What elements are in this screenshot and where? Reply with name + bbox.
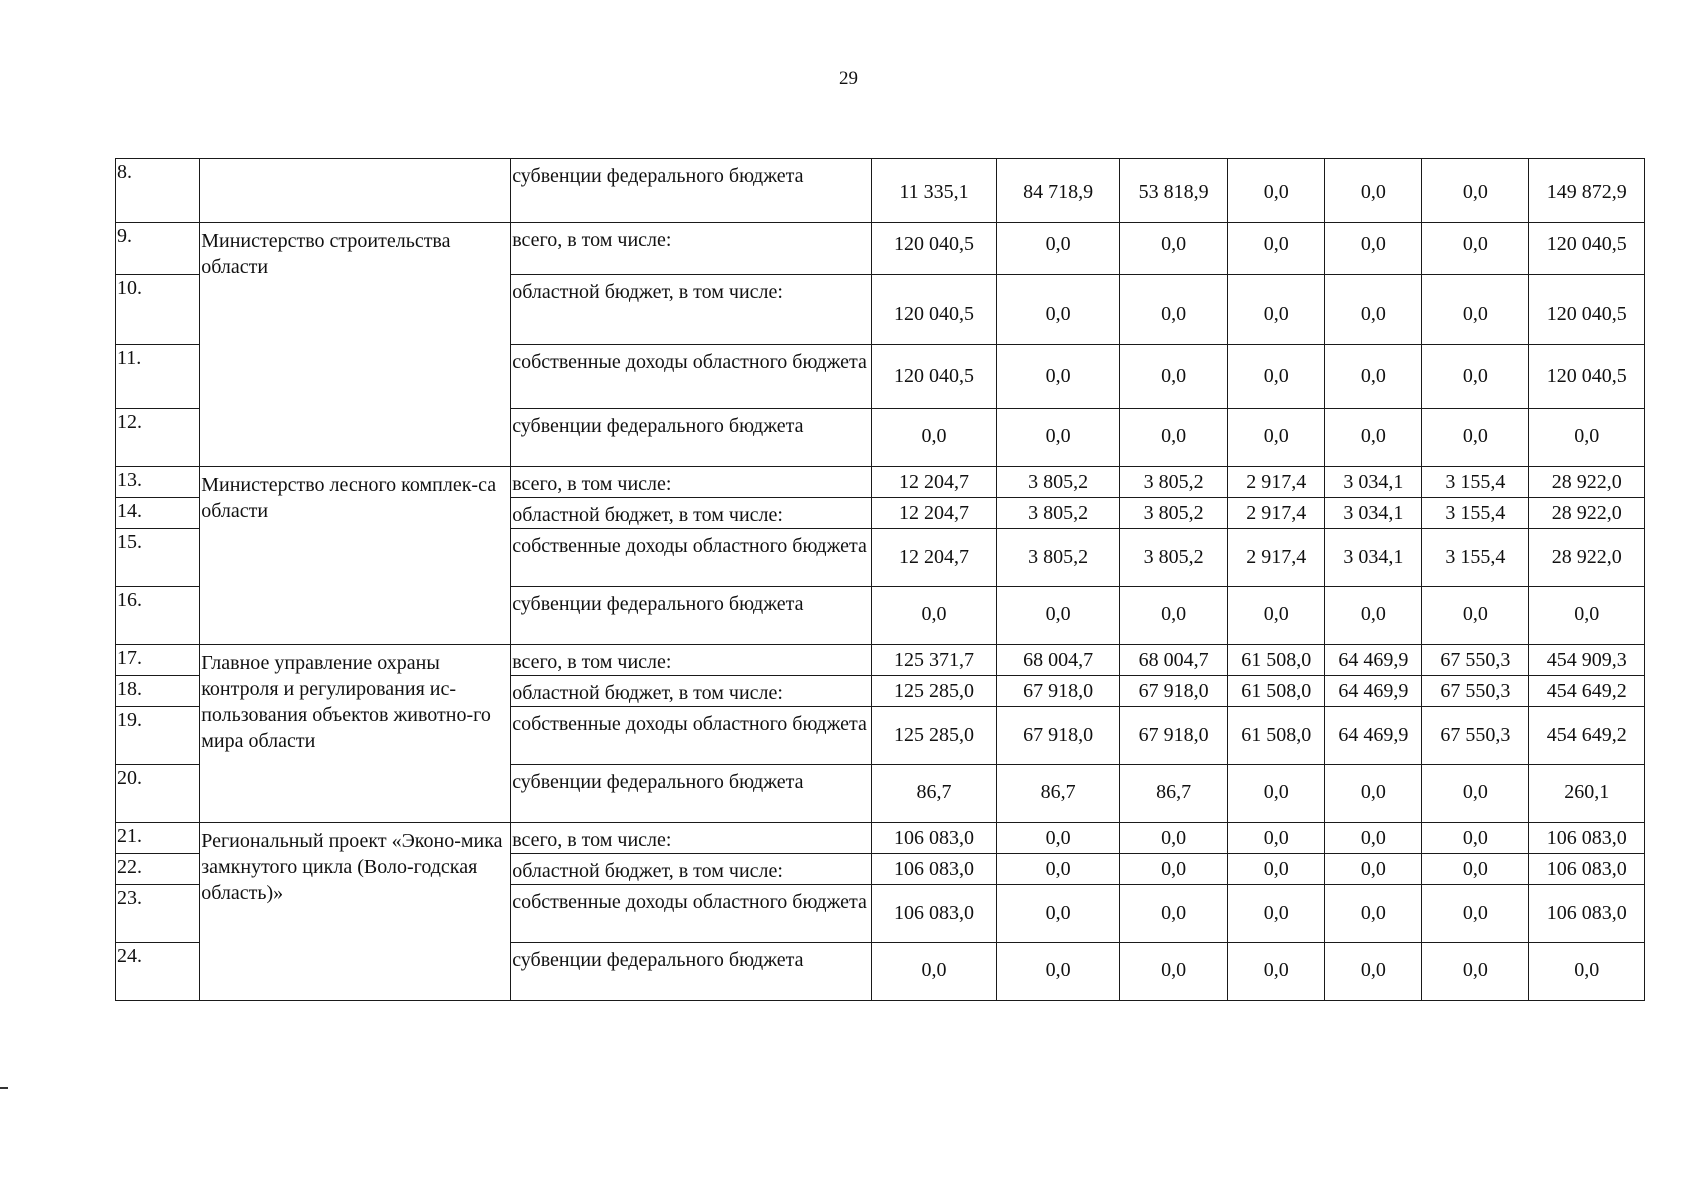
row-number: 16. [116,587,200,645]
amount-cell: 0,0 [1422,223,1529,275]
page-number: 29 [839,68,858,89]
budget-table [115,158,1645,1001]
amount-cell: 12 204,7 [871,498,996,529]
amount-cell: 0,0 [1228,223,1325,275]
amount-cell: 0,0 [1325,943,1422,1001]
funding-source: областной бюджет, в том числе: [511,676,872,707]
amount-cell: 0,0 [1228,765,1325,823]
amount-cell: 106 083,0 [1529,854,1645,885]
amount-cell: 0,0 [1120,587,1228,645]
row-number: 22. [116,854,200,885]
amount-cell: 0,0 [1325,223,1422,275]
amount-cell: 0,0 [1325,159,1422,223]
funding-source: областной бюджет, в том числе: [511,854,872,885]
amount-cell: 454 649,2 [1529,707,1645,765]
margin-mark [0,1087,8,1089]
amount-cell: 12 204,7 [871,529,996,587]
amount-cell: 0,0 [1422,409,1529,467]
table-row [116,467,1645,498]
amount-cell: 0,0 [1325,854,1422,885]
funding-source: всего, в том числе: [511,823,872,854]
amount-cell: 3 034,1 [1325,529,1422,587]
org-cell-empty [200,159,511,223]
amount-cell: 0,0 [997,345,1120,409]
amount-cell: 0,0 [1120,885,1228,943]
amount-cell: 0,0 [1529,587,1645,645]
amount-cell: 0,0 [1228,885,1325,943]
amount-cell: 0,0 [1120,943,1228,1001]
amount-cell: 120 040,5 [871,275,996,345]
amount-cell: 0,0 [1422,765,1529,823]
amount-cell: 0,0 [1422,159,1529,223]
amount-cell: 2 917,4 [1228,498,1325,529]
funding-source: областной бюджет, в том числе: [511,498,872,529]
amount-cell: 28 922,0 [1529,467,1645,498]
amount-cell: 0,0 [1228,345,1325,409]
amount-cell: 0,0 [1120,275,1228,345]
funding-source: субвенции федерального бюджета [511,409,872,467]
responsible-org: Министерство лесного комплек-са области [200,467,511,645]
amount-cell: 106 083,0 [871,885,996,943]
amount-cell: 61 508,0 [1228,676,1325,707]
amount-cell: 0,0 [1422,943,1529,1001]
funding-source: всего, в том числе: [511,467,872,498]
amount-cell: 0,0 [1228,823,1325,854]
amount-cell: 3 155,4 [1422,498,1529,529]
amount-cell: 67 918,0 [1120,676,1228,707]
amount-cell: 64 469,9 [1325,707,1422,765]
amount-cell: 0,0 [1228,159,1325,223]
amount-cell: 0,0 [1228,409,1325,467]
row-number: 18. [116,676,200,707]
amount-cell: 0,0 [1529,943,1645,1001]
amount-cell: 86,7 [871,765,996,823]
amount-cell: 0,0 [1422,823,1529,854]
amount-cell: 64 469,9 [1325,676,1422,707]
row-number: 23. [116,885,200,943]
amount-cell: 67 550,3 [1422,707,1529,765]
amount-cell: 260,1 [1529,765,1645,823]
funding-source: собственные доходы областного бюджета [511,345,872,409]
funding-source: собственные доходы областного бюджета [511,885,872,943]
amount-cell: 0,0 [997,823,1120,854]
row-number: 20. [116,765,200,823]
amount-cell: 0,0 [1325,275,1422,345]
amount-cell: 0,0 [1422,345,1529,409]
amount-cell: 0,0 [997,275,1120,345]
amount-cell: 120 040,5 [1529,223,1645,275]
amount-cell: 68 004,7 [997,645,1120,676]
amount-cell: 0,0 [1422,854,1529,885]
amount-cell: 106 083,0 [1529,823,1645,854]
row-number: 19. [116,707,200,765]
amount-cell: 3 805,2 [1120,529,1228,587]
amount-cell: 67 550,3 [1422,645,1529,676]
funding-source: всего, в том числе: [511,223,872,275]
amount-cell: 125 371,7 [871,645,996,676]
amount-cell: 106 083,0 [871,854,996,885]
amount-cell: 3 034,1 [1325,467,1422,498]
amount-cell: 53 818,9 [1120,159,1228,223]
row-number: 14. [116,498,200,529]
amount-cell: 120 040,5 [1529,345,1645,409]
amount-cell: 0,0 [997,854,1120,885]
amount-cell: 125 285,0 [871,707,996,765]
amount-cell: 3 155,4 [1422,467,1529,498]
amount-cell: 28 922,0 [1529,529,1645,587]
funding-source: субвенции федерального бюджета [511,765,872,823]
amount-cell: 67 918,0 [1120,707,1228,765]
amount-cell: 0,0 [997,587,1120,645]
responsible-org: Министерство строительства области [200,223,511,467]
responsible-org: Региональный проект «Эконо-мика замкнутого цикла (Воло-годская область)» [200,823,511,1001]
funding-source: всего, в том числе: [511,645,872,676]
amount-cell: 0,0 [871,943,996,1001]
amount-cell: 0,0 [1120,823,1228,854]
amount-cell: 61 508,0 [1228,645,1325,676]
amount-cell: 0,0 [1120,223,1228,275]
amount-cell: 0,0 [1325,587,1422,645]
amount-cell: 0,0 [871,409,996,467]
row-number: 11. [116,345,200,409]
amount-cell: 68 004,7 [1120,645,1228,676]
funding-source: областной бюджет, в том числе: [511,275,872,345]
amount-cell: 67 918,0 [997,676,1120,707]
amount-cell: 0,0 [997,943,1120,1001]
table-row [116,159,1645,223]
row-number: 13. [116,467,200,498]
amount-cell: 120 040,5 [1529,275,1645,345]
amount-cell: 11 335,1 [871,159,996,223]
amount-cell: 120 040,5 [871,345,996,409]
responsible-org: Главное управление охраны контроля и регулирования ис-пользования объектов животно-го мира области [200,645,511,823]
amount-cell: 2 917,4 [1228,529,1325,587]
amount-cell: 12 204,7 [871,467,996,498]
amount-cell: 67 918,0 [997,707,1120,765]
amount-cell: 106 083,0 [871,823,996,854]
amount-cell: 454 649,2 [1529,676,1645,707]
amount-cell: 0,0 [1529,409,1645,467]
amount-cell: 0,0 [1228,854,1325,885]
amount-cell: 0,0 [1422,587,1529,645]
amount-cell: 0,0 [1325,345,1422,409]
amount-cell: 106 083,0 [1529,885,1645,943]
amount-cell: 125 285,0 [871,676,996,707]
funding-source: субвенции федерального бюджета [511,943,872,1001]
amount-cell: 0,0 [997,223,1120,275]
amount-cell: 3 805,2 [997,529,1120,587]
row-number: 17. [116,645,200,676]
amount-cell: 3 034,1 [1325,498,1422,529]
amount-cell: 86,7 [1120,765,1228,823]
amount-cell: 84 718,9 [997,159,1120,223]
table-row [116,645,1645,676]
funding-source: субвенции федерального бюджета [511,159,872,223]
row-number: 9. [116,223,200,275]
amount-cell: 3 805,2 [1120,467,1228,498]
amount-cell: 0,0 [1120,409,1228,467]
table-row [116,823,1645,854]
amount-cell: 3 805,2 [997,498,1120,529]
amount-cell: 2 917,4 [1228,467,1325,498]
amount-cell: 0,0 [997,885,1120,943]
amount-cell: 149 872,9 [1529,159,1645,223]
amount-cell: 0,0 [1325,885,1422,943]
amount-cell: 3 805,2 [997,467,1120,498]
amount-cell: 0,0 [997,409,1120,467]
row-number: 10. [116,275,200,345]
amount-cell: 28 922,0 [1529,498,1645,529]
amount-cell: 67 550,3 [1422,676,1529,707]
amount-cell: 3 805,2 [1120,498,1228,529]
amount-cell: 454 909,3 [1529,645,1645,676]
row-number: 21. [116,823,200,854]
amount-cell: 3 155,4 [1422,529,1529,587]
amount-cell: 0,0 [871,587,996,645]
amount-cell: 0,0 [1422,885,1529,943]
row-number: 8. [116,159,200,223]
amount-cell: 0,0 [1120,854,1228,885]
amount-cell: 0,0 [1325,765,1422,823]
amount-cell: 0,0 [1228,275,1325,345]
amount-cell: 0,0 [1325,823,1422,854]
funding-source: собственные доходы областного бюджета [511,707,872,765]
amount-cell: 61 508,0 [1228,707,1325,765]
row-number: 24. [116,943,200,1001]
amount-cell: 0,0 [1228,943,1325,1001]
amount-cell: 0,0 [1120,345,1228,409]
funding-source: собственные доходы областного бюджета [511,529,872,587]
funding-source: субвенции федерального бюджета [511,587,872,645]
amount-cell: 120 040,5 [871,223,996,275]
amount-cell: 86,7 [997,765,1120,823]
amount-cell: 64 469,9 [1325,645,1422,676]
amount-cell: 0,0 [1325,409,1422,467]
table-row [116,223,1645,275]
row-number: 15. [116,529,200,587]
amount-cell: 0,0 [1422,275,1529,345]
amount-cell: 0,0 [1228,587,1325,645]
row-number: 12. [116,409,200,467]
